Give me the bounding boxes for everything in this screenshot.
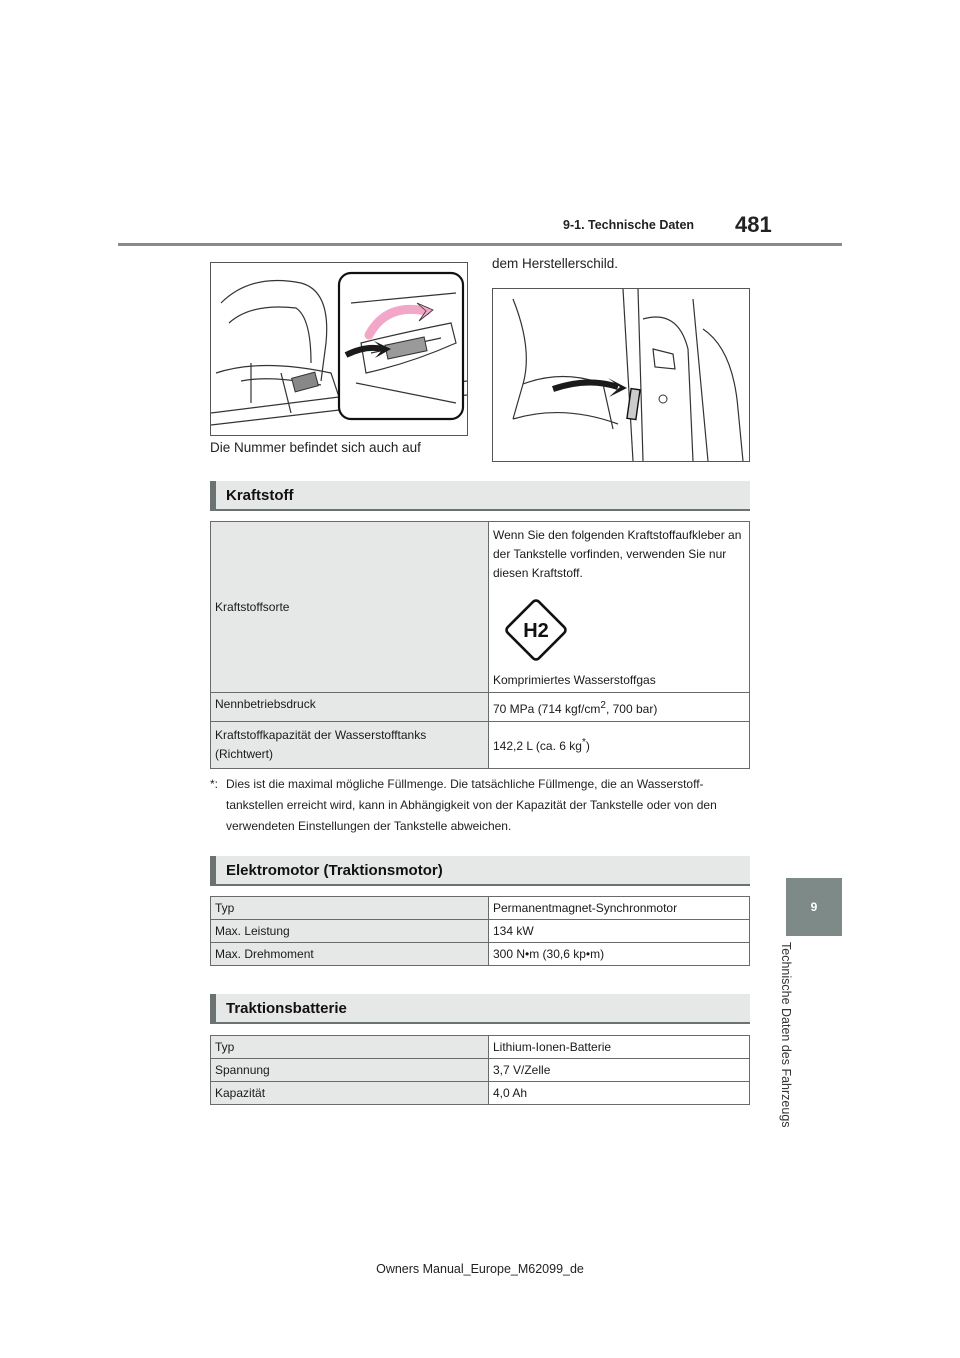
capacity-value-suffix: ): [585, 739, 590, 753]
page-footer: Owners Manual_Europe_M62099_de: [376, 1262, 584, 1276]
table-row: [211, 920, 750, 943]
table-row: [211, 943, 750, 966]
battery-spec-table: [210, 1035, 750, 1105]
chapter-label: [758, 942, 814, 1162]
table-row: [211, 1059, 750, 1082]
table-row: [211, 1036, 750, 1059]
fuel-type-key: Kraftstoffsorte: [211, 522, 489, 693]
motor-power-value: 134 kW: [489, 920, 750, 943]
table-row: [211, 1082, 750, 1105]
running-header-section: 9-1. Technische Daten: [563, 218, 695, 232]
fuel-type-note: Wenn Sie den folgenden Kraftstoffaufkleber an der Tankstelle vorfinden, verwenden Sie nur diesen Kraftstoff.: [493, 528, 742, 580]
section-heading-battery: Traktionsbatterie: [210, 994, 750, 1024]
section-heading-motor: Elektromotor (Traktionsmotor): [210, 856, 750, 886]
motor-type-value: Permanentmagnet-Synchronmotor: [489, 897, 750, 920]
motor-torque-value: 300 N•m (30,6 kp•m): [489, 943, 750, 966]
battery-voltage-key: Spannung: [211, 1059, 489, 1082]
manufacturer-plate-illustration: [493, 289, 749, 461]
seat-vin-figure: [210, 262, 468, 436]
caption-right: dem Herstellerschild.: [492, 256, 619, 271]
caption-left: Die Nummer befindet sich auch auf: [210, 440, 421, 455]
motor-power-key: Max. Leistung: [211, 920, 489, 943]
chapter-label-text: Technische Daten des Fahrzeugs: [779, 942, 793, 1128]
capacity-key: [211, 722, 489, 769]
chapter-number: 9: [810, 900, 818, 914]
capacity-key-line1: Kraftstoffkapazität der Wasserstofftanks: [215, 728, 427, 742]
h2-diamond-icon: [503, 597, 569, 663]
chapter-tab: [786, 878, 842, 936]
fuel-spec-table: [210, 521, 750, 769]
battery-type-value: Lithium-Ionen-Batterie: [489, 1036, 750, 1059]
table-row: [211, 522, 750, 693]
fuel-type-value: Komprimiertes Wasserstoffgas: [493, 673, 656, 687]
table-row: [211, 897, 750, 920]
pressure-value-text: 70 MPa (714 kgf/cm: [493, 702, 601, 716]
capacity-key-line2: (Richtwert): [215, 747, 274, 761]
header-rule: [118, 243, 842, 246]
pressure-key: Nennbetriebsdruck: [211, 693, 489, 722]
table-row: [211, 722, 750, 769]
footnote-mark: *:: [210, 777, 219, 791]
capacity-value-sup: *: [581, 737, 586, 748]
section-heading-fuel: Kraftstoff: [210, 481, 750, 511]
footnote-text: Dies ist die maximal mögliche Füllmenge. Die tatsächliche Füllmenge, die an Wasserstoff-tankstellen erreicht wird, kann in Abhängigkeit von der Kapazität der Tankstelle oder von den verwendeten Einstellungen der Tankstelle abweichen.: [226, 777, 717, 833]
motor-torque-key: Max. Drehmoment: [211, 943, 489, 966]
motor-type-key: Typ: [211, 897, 489, 920]
capacity-value-text: 142,2 L (ca. 6 kg: [493, 739, 582, 753]
motor-spec-table: [210, 896, 750, 966]
door-pillar-figure: [492, 288, 750, 462]
battery-type-key: Typ: [211, 1036, 489, 1059]
battery-capacity-key: Kapazität: [211, 1082, 489, 1105]
battery-voltage-value: 3,7 V/Zelle: [489, 1059, 750, 1082]
page-number: 481: [735, 212, 772, 237]
h2-sign-label: H2: [523, 620, 549, 642]
capacity-value: [489, 722, 750, 769]
footnote: [210, 774, 750, 837]
pressure-value: [489, 693, 750, 722]
pressure-value-sup: 2: [600, 700, 606, 711]
fuel-type-value-cell: [489, 522, 750, 693]
battery-capacity-value: 4,0 Ah: [489, 1082, 750, 1105]
h2-fuel-sign: [503, 597, 569, 663]
seat-vin-illustration: [211, 263, 467, 435]
table-row: [211, 693, 750, 722]
pressure-value-suffix: , 700 bar): [605, 702, 658, 716]
